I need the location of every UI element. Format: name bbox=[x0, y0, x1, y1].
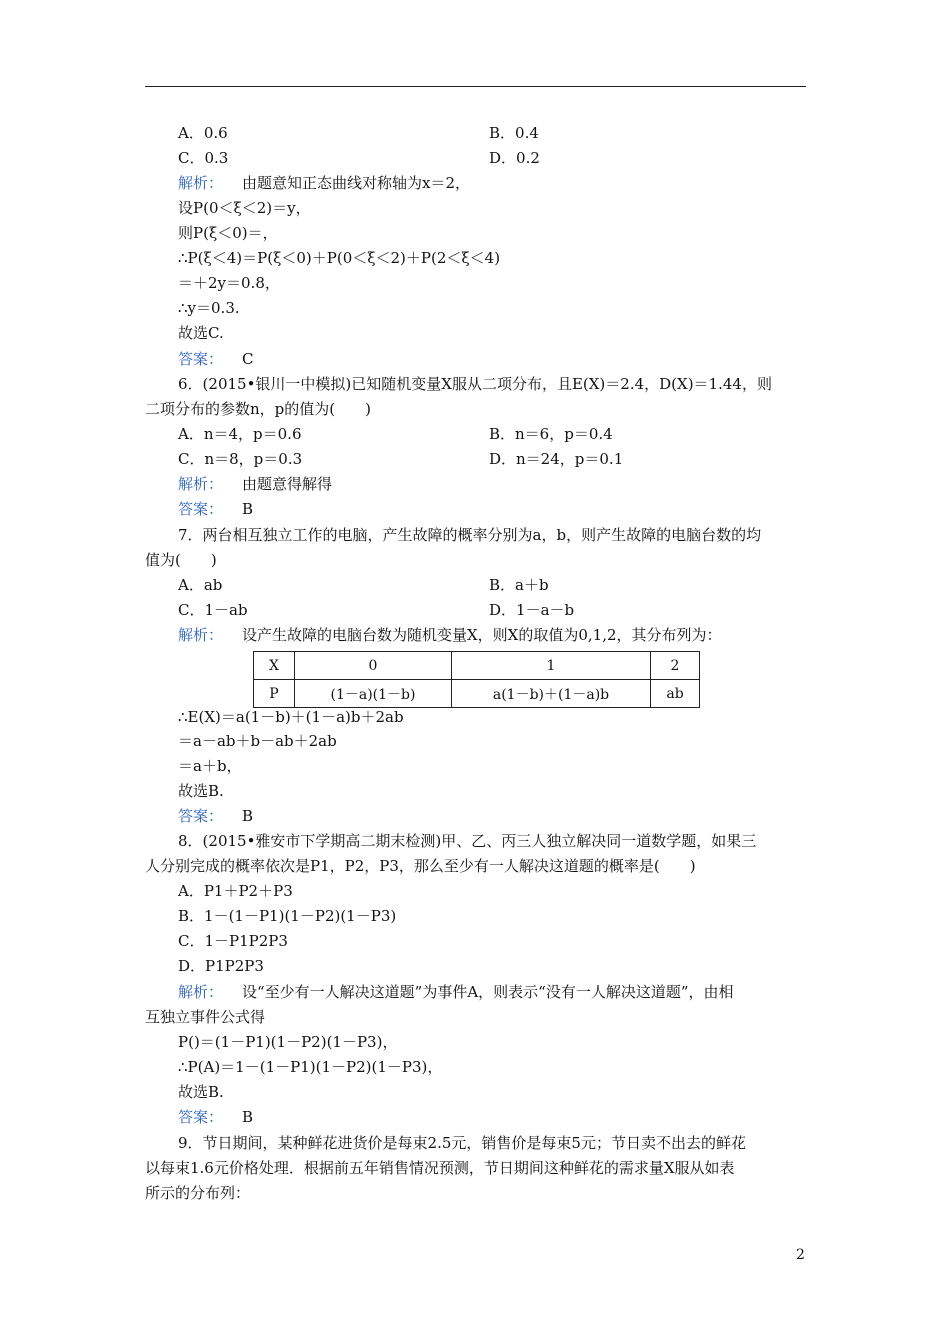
q5-jiexi bbox=[178, 173, 470, 193]
q5-choice-b: B．0.4 bbox=[489, 124, 539, 142]
q7-line-4: ＝a＋b， bbox=[178, 757, 242, 775]
jiexi-label: 解析： bbox=[178, 983, 224, 1001]
answer-label: 答案： bbox=[178, 500, 224, 518]
q7-line-2: ∴E(X)＝a(1－b)＋(1－a)b＋2ab bbox=[178, 708, 404, 726]
q8-line-2: 互独立事件公式得 bbox=[145, 1008, 266, 1026]
q5-choice-d: D．0.2 bbox=[489, 149, 540, 167]
q8-answer bbox=[178, 1107, 253, 1127]
q6-choice-b: B．n＝6，p＝0.4 bbox=[489, 425, 613, 443]
q8-jiexi bbox=[178, 982, 734, 1002]
table-cell: X bbox=[254, 652, 295, 680]
q7-line-5: 故选B. bbox=[178, 782, 224, 800]
q7-jiexi-text: 设产生故障的电脑台数为随机变量X，则X的取值为0,1,2，其分布列为： bbox=[242, 626, 722, 644]
q7-answer-value: B bbox=[242, 807, 254, 825]
q6-jiexi bbox=[178, 474, 332, 494]
q5-line-6: ∴y＝0.3. bbox=[178, 299, 240, 317]
q6-choice-d: D．n＝24，p＝0.1 bbox=[489, 450, 624, 468]
q8-choice-a: A．P1＋P2＋P3 bbox=[178, 882, 293, 900]
q8-jiexi-text: 设“至少有一人解决这道题”为事件A，则表示“没有一人解决这道题”，由相 bbox=[242, 983, 734, 1001]
q6-choice-c: C．n＝8，p＝0.3 bbox=[178, 450, 303, 468]
q5-choice-c: C．0.3 bbox=[178, 149, 229, 167]
q6-answer-value: B bbox=[242, 500, 254, 518]
q7-stem-2: 值为( ) bbox=[145, 551, 217, 569]
q7-choice-b: B．a＋b bbox=[489, 576, 549, 594]
table-cell: 2 bbox=[651, 652, 700, 680]
table-row bbox=[254, 680, 700, 708]
table-cell: 1 bbox=[452, 652, 651, 680]
q9-stem-3: 所示的分布列： bbox=[145, 1184, 251, 1202]
q8-choice-c: C．1－P1P2P3 bbox=[178, 932, 288, 950]
q8-choice-d: D．P1P2P3 bbox=[178, 957, 264, 975]
q6-answer bbox=[178, 499, 253, 519]
q8-line-3: P()＝(1－P1)(1－P2)(1－P3)， bbox=[178, 1033, 398, 1051]
jiexi-label: 解析： bbox=[178, 626, 224, 644]
q6-choice-a: A．n＝4，p＝0.6 bbox=[178, 425, 302, 443]
q9-stem-2: 以每束1.6元价格处理．根据前五年销售情况预测，节日期间这种鲜花的需求量X服从如表 bbox=[145, 1159, 735, 1177]
q5-answer-value: C bbox=[242, 350, 254, 368]
table-row bbox=[254, 652, 700, 680]
q5-line-2: 设P(0＜ξ＜2)＝y， bbox=[178, 199, 311, 217]
q7-line-3: ＝a－ab＋b－ab＋2ab bbox=[178, 732, 337, 750]
q5-answer bbox=[178, 349, 253, 369]
jiexi-label: 解析： bbox=[178, 475, 224, 493]
answer-label: 答案： bbox=[178, 350, 224, 368]
table-cell: a(1－b)＋(1－a)b bbox=[452, 680, 651, 708]
answer-label: 答案： bbox=[178, 807, 224, 825]
q9-stem-1: 9．节日期间，某种鲜花进货价是每束2.5元，销售价是每束5元；节日卖不出去的鲜花 bbox=[178, 1134, 746, 1152]
jiexi-label: 解析： bbox=[178, 174, 224, 192]
q6-stem-2: 二项分布的参数n，p的值为( ) bbox=[145, 400, 371, 418]
table-cell: 0 bbox=[295, 652, 452, 680]
q5-line-4: ∴P(ξ＜4)＝P(ξ＜0)＋P(0＜ξ＜2)＋P(2＜ξ＜4) bbox=[178, 249, 501, 267]
q8-answer-value: B bbox=[242, 1108, 254, 1126]
q8-line-5: 故选B. bbox=[178, 1083, 224, 1101]
page-number: 2 bbox=[796, 1247, 805, 1263]
q8-choice-b: B．1－(1－P1)(1－P2)(1－P3) bbox=[178, 907, 397, 925]
q8-stem-2: 人分别完成的概率依次是P1，P2，P3，那么至少有一人解决这道题的概率是( ) bbox=[145, 857, 696, 875]
q6-jiexi-text: 由题意得解得 bbox=[242, 475, 333, 493]
q8-stem-1: 8．(2015•雅安市下学期高二期末检测)甲、乙、丙三人独立解决同一道数学题，如果三 bbox=[178, 832, 757, 850]
table-cell: P bbox=[254, 680, 295, 708]
q5-line-3: 则P(ξ＜0)＝， bbox=[178, 224, 278, 242]
q7-jiexi bbox=[178, 625, 722, 645]
q7-choice-c: C．1－ab bbox=[178, 601, 248, 619]
q6-stem-1: 6．(2015•银川一中模拟)已知随机变量X服从二项分布，且E(X)＝2.4，D(X)＝1.44，则 bbox=[178, 375, 772, 393]
distribution-table bbox=[253, 651, 700, 708]
q8-line-4: ∴P(A)＝1－(1－P1)(1－P2)(1－P3)， bbox=[178, 1058, 443, 1076]
q7-stem-1: 7．两台相互独立工作的电脑，产生故障的概率分别为a，b，则产生故障的电脑台数的均 bbox=[178, 526, 762, 544]
table-cell: (1－a)(1－b) bbox=[295, 680, 452, 708]
table-cell: ab bbox=[651, 680, 700, 708]
q5-choice-a: A．0.6 bbox=[178, 124, 228, 142]
header-rule bbox=[145, 86, 806, 87]
q5-jiexi-text: 由题意知正态曲线对称轴为x＝2， bbox=[242, 174, 471, 192]
q7-answer bbox=[178, 806, 253, 826]
q5-line-7: 故选C. bbox=[178, 324, 224, 342]
q7-choice-d: D．1－a－b bbox=[489, 601, 575, 619]
q7-choice-a: A．ab bbox=[178, 576, 223, 594]
q5-line-5: ＝＋2y＝0.8， bbox=[178, 274, 280, 292]
answer-label: 答案： bbox=[178, 1108, 224, 1126]
